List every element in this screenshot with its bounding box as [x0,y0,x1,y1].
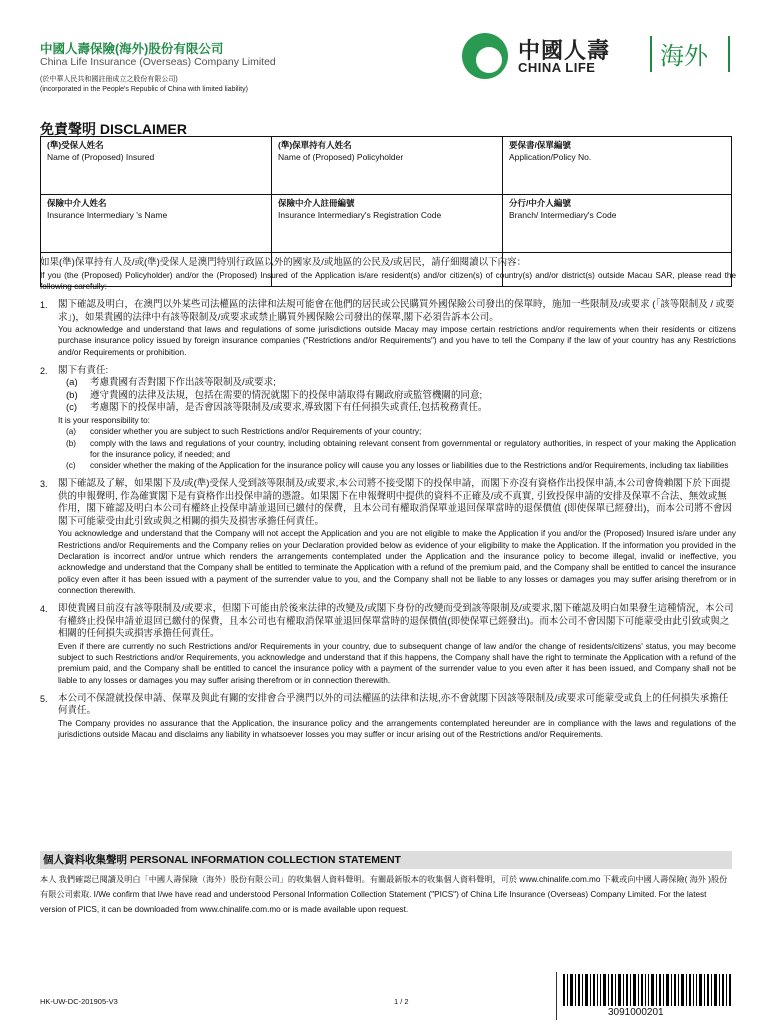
clause-item [40,299,736,358]
intermediary-name-field[interactable] [41,195,272,253]
intro-en: If you (the (Proposed) Policyholder) and/or the (Proposed) Insured of the Application is/are resident(s) and/or citizen(s) of country(s) and/or district(s) outside Macau SAR, please read the following carefully: [40,270,736,291]
field-label-zh: 要保書/保單編號 [509,140,571,150]
company-header [40,42,276,95]
clause-text-en: You acknowledge and understand that the Company will not accept the Application and you are not eligible to make the Application if you and/or the (Proposed) Insured is/are under any Restrictions and/or Requirements and the Company relies on your Declaration provided below as evidence of your eligibility to make the Application. If the information you provided in the Declaration is incorrect and/or untrue which renders the arrangements contemplated under the Application and the insurance policy to become illegal, invalid or ineffective, you acknowledge and understand that the Company shall be entitled to terminate the Application with a refund of the premium paid, and the Company shall be entitled to cancel the insurance policy even after it has been issued with a payment of the surrender value to you, and the Company shall not be liable to any losses or damages you may suffer arising therefrom or in connection therewith. [58,529,736,595]
clause-item [40,603,736,686]
clause-number: 5. [40,693,48,704]
field-label-en: Name of (Proposed) Insured [47,152,155,162]
clause-text-en: It is your responsibility to: [58,415,150,425]
sub-clause: (b) 遵守貴國的法律及法規，包括在需要的情況就閣下的投保申請取得有關政府或監管機關的同意; [66,389,483,401]
field-label-zh: 分行/中介人編號 [509,198,571,208]
page-title: 免責聲明 DISCLAIMER [40,121,187,137]
clause-text-zh: 閣下有責任: [58,364,109,376]
pics-heading: 個人資料收集聲明 PERSONAL INFORMATION COLLECTION STATEMENT [40,851,732,869]
clause-text-en: Even if there are currently no such Restrictions and/or Requirements in your country, due to subsequent change of law and/or the change of residents/citizens' status, you may become subject to such Restrictions and/or Requirements, you acknowledge and understand that if this happens, the Company shall have the right to terminate the Application with a refund of the premium paid, and the Company shall be entitled to cancel the insurance policy with a payment of the surrender value to you even after it has been issued, and Company shall not be liable to any losses or damages you may suffer arising therefrom or in connection therewith. [58,641,736,685]
divider-line [556,972,557,1020]
field-label-zh: 保險中介人註冊編號 [278,198,355,208]
clause-number: 4. [40,604,48,615]
page-number: 1 / 2 [394,997,409,1006]
sub-clause: (c) consider whether the making of the Application for the insurance policy will cause you any losses or liabilities due to the Restrictions and/or Requirements, including tax liabilities [66,461,729,471]
logo-divider [728,36,730,72]
sub-clause: (b) comply with the laws and regulations of your country, including obtaining relevant consent from governmental or regulatory authorities, in respect of your making the Application for the insurance policy, if needed; and [66,438,736,459]
logo-circle-icon [462,33,508,79]
disclaimer-body [40,257,736,741]
clause-number: 1. [40,300,48,311]
policyholder-name-field[interactable] [272,137,503,195]
field-label-zh: (準)受保人姓名 [47,140,104,150]
sub-clause: (a) consider whether you are subject to such Restrictions and/or Requirements of your country; [66,427,422,437]
barcode-number: 3091000201 [608,1007,664,1018]
clause-number: 3. [40,479,48,490]
clause-item [40,478,736,596]
field-label-zh: (準)保單持有人姓名 [278,140,352,150]
incorporation-note-en: (incorporated in the People's Republic of China with limited liability) [40,86,248,93]
company-name-en: China Life Insurance (Overseas) Company Limited [40,56,276,68]
policy-number-field[interactable] [503,137,732,195]
logo-divider [650,36,652,72]
field-label-en: Insurance Intermediary 's Name [47,210,168,220]
clause-text-zh: 本公司不保證就投保申請、保單及與此有關的安排會合乎澳門以外的司法權區的法律和法規,亦不會就閣下因該等限制及/或要求可能蒙受或負上的任何損失承擔任何責任。 [58,692,729,717]
pics-text: 本人 我們確認已閱讀及明白「中國人壽保險（海外）股份有限公司」的收集個人資料聲明。有關最新版本的收集個人資料聲明，可於 www.chinalife.com.mo 下載或向中國人壽保險( 海外 )股份有限公司索取. I/We confirm that I/we have read and understood Personal Information Collection Statement ("PICS") of China Life Insurance (Overseas) Company Limited. For the latest version of PICS, it can be downloaded from www.chinalife.com.mo or is made available upon request. [40,875,728,914]
clause-text-zh: 即使貴國目前沒有該等限制及/或要求，但閣下可能由於後來法律的改變及/或閣下身份的改變而受到該等限制及/或要求,閣下確認及明白如果發生這種情況，本公司有權終止投保申請並退回已繳付的保費，且本公司也有權取消保單並退回保單當時的退保價值(即使保單已經發出)。而本公司不會因閣下可能蒙受由此引致或與之相關的任何損失或損害承擔任何責任。 [58,603,734,640]
field-label-en: Name of (Proposed) Policyholder [278,152,404,162]
field-label-zh: 保險中介人姓名 [47,198,107,208]
logo-region-text: 海外 [660,43,708,70]
form-code: HK-UW-DC-201905-V3 [40,997,118,1006]
insured-name-field[interactable] [41,137,272,195]
field-label-en: Insurance Intermediary's Registration Code [278,210,442,220]
field-label-en: Application/Policy No. [509,152,592,162]
clause-item [40,365,736,471]
clause-number: 2. [40,365,48,376]
logo-text-zh: 中國人壽 [518,38,611,63]
clause-item [40,693,736,741]
sub-clause: (c) 考慮閣下的投保申請，是否會因該等限制及/或要求,導致閣下有任何損失或責任,包括稅務責任。 [66,402,488,414]
clause-text-zh: 閣下確認及明白，在澳門以外某些司法權區的法律和法規可能會在他們的居民或公民購買外國保險公司發出的保單時，施加一些限制及/或要求 (「該等限制及 / 或要求」)，如果貴國的法律中有該等限制及/或要求或禁止購買外國保險公司發出的保單,閣下必須告訴本公司。 [58,299,735,323]
clause-text-en: The Company provides no assurance that the Application, the insurance policy and the arrangements contemplated hereunder are in compliance with the laws and regulations of the jurisdictions outside Macau and disclaims any liability in whatsoever losses you may suffer or incur arising out of the Restrictions and/or Requirements. [58,718,736,740]
intermediary-reg-code-field[interactable] [272,195,503,253]
clause-text-en: You acknowledge and understand that laws and regulations of some jurisdictions outside Macay may impose certain restrictions and/or requirements when their residents or citizens purchase insurance policy issued by foreign insurance companies ("Restrictions and/or Requirements") and you have to tell the Company if the law of your country has any Restrictions and/or Requirements or prohibition. [58,325,736,357]
intro-zh: 如果(準)保單持有人及/或(準)受保人是澳門特別行政區以外的國家及/或地區的公民及/或居民，請仔細閱讀以下內容： [40,257,527,268]
logo-text-en: CHINA LIFE [518,60,596,75]
branch-code-field[interactable] [503,195,732,253]
sub-clause: (a) 考慮貴國有否對閣下作出該等限制及/或要求; [66,377,276,389]
incorporation-note-zh: (於中華人民共和國註冊成立之股份有限公司) [40,76,178,83]
field-label-en: Branch/ Intermediary's Code [509,210,617,220]
clause-text-zh: 閣下確認及了解，如果閣下及/或(準)受保人受到該等限制及/或要求,本公司將不接受閣下的投保申請，而閣下亦沒有資格作出投保申請,本公司會倚賴閣下於下面提供的申報聲明, 作為確實閣下是有資格作出投保申請的憑證。如果閣下在申報聲明中提供的資料不正確及/或不真實, 引致投保申請的安排及保單不合法、無效或無作用，閣下確認及明白本公司有權終止投保申請並退回已繳付的保費，且本公司有權取消保單並退回保單當時的退保價值 (即使保單已經發出)，而本公司將不會因閣下可能蒙受由此引致或與之相關的損失及損害承擔任何責任。 [58,478,732,527]
company-name-zh: 中國人壽保險(海外)股份有限公司 [40,42,224,56]
china-life-logo [462,30,732,80]
barcode-icon [563,974,731,1006]
